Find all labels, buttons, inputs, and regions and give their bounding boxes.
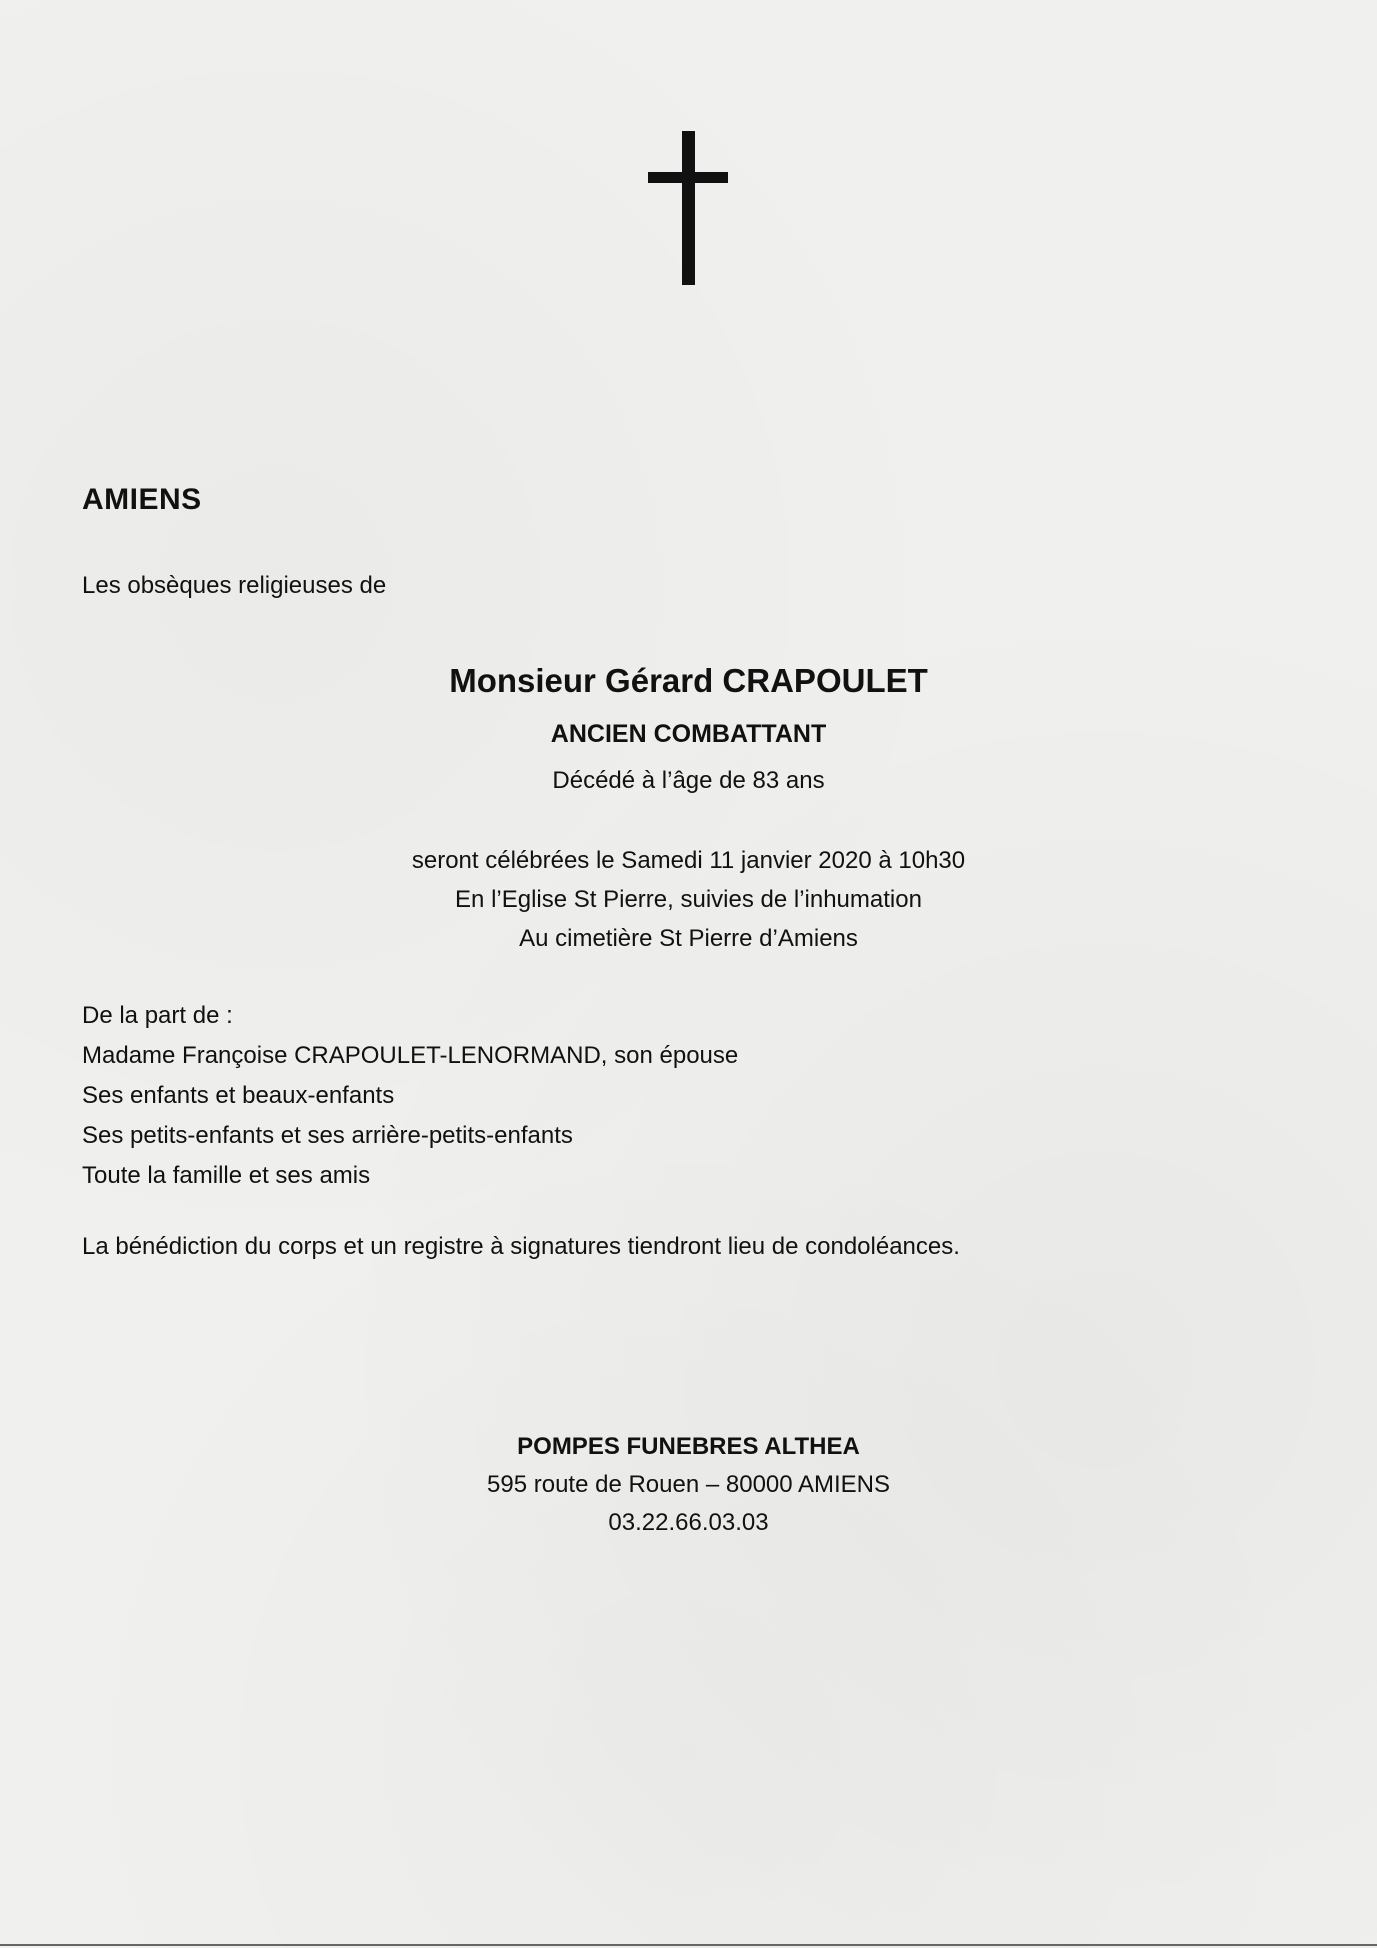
deceased-age: Décédé à l’âge de 83 ans bbox=[552, 767, 825, 794]
funeral-home-address: 595 route de Rouen – 80000 AMIENS bbox=[487, 1471, 890, 1498]
funeral-home-name: POMPES FUNEBRES ALTHEA bbox=[517, 1433, 860, 1460]
condolences-note: La bénédiction du corps et un registre à signatures tiendront lieu de condoléances. bbox=[82, 1233, 960, 1260]
ceremony-line: Au cimetière St Pierre d’Amiens bbox=[519, 925, 858, 952]
deceased-title: ANCIEN COMBATTANT bbox=[550, 720, 827, 748]
intro-text: Les obsèques religieuses de bbox=[82, 572, 387, 599]
family-line: Madame Françoise CRAPOULET-LENORMAND, son épouse bbox=[82, 1042, 739, 1069]
ceremony-details bbox=[0, 841, 1377, 958]
cross-horizontal-bar bbox=[648, 172, 728, 183]
family-line: De la part de : bbox=[82, 1002, 233, 1029]
family-list bbox=[82, 996, 738, 1196]
family-line: Ses petits-enfants et ses arrière-petits-enfants bbox=[82, 1122, 573, 1149]
funeral-home-block bbox=[0, 1428, 1377, 1542]
family-line: Ses enfants et beaux-enfants bbox=[82, 1082, 395, 1109]
cross-vertical-bar bbox=[682, 131, 695, 285]
ceremony-line: seront célébrées le Samedi 11 janvier 2020 à 10h30 bbox=[411, 847, 966, 874]
family-line: Toute la famille et ses amis bbox=[82, 1162, 371, 1189]
latin-cross-icon bbox=[648, 131, 728, 285]
page-bottom-divider bbox=[0, 1944, 1377, 1946]
city-heading: AMIENS bbox=[82, 483, 202, 516]
deceased-name: Monsieur Gérard CRAPOULET bbox=[449, 662, 928, 699]
funeral-home-phone: 03.22.66.03.03 bbox=[608, 1509, 769, 1536]
ceremony-line: En l’Eglise St Pierre, suivies de l’inhumation bbox=[455, 886, 922, 913]
